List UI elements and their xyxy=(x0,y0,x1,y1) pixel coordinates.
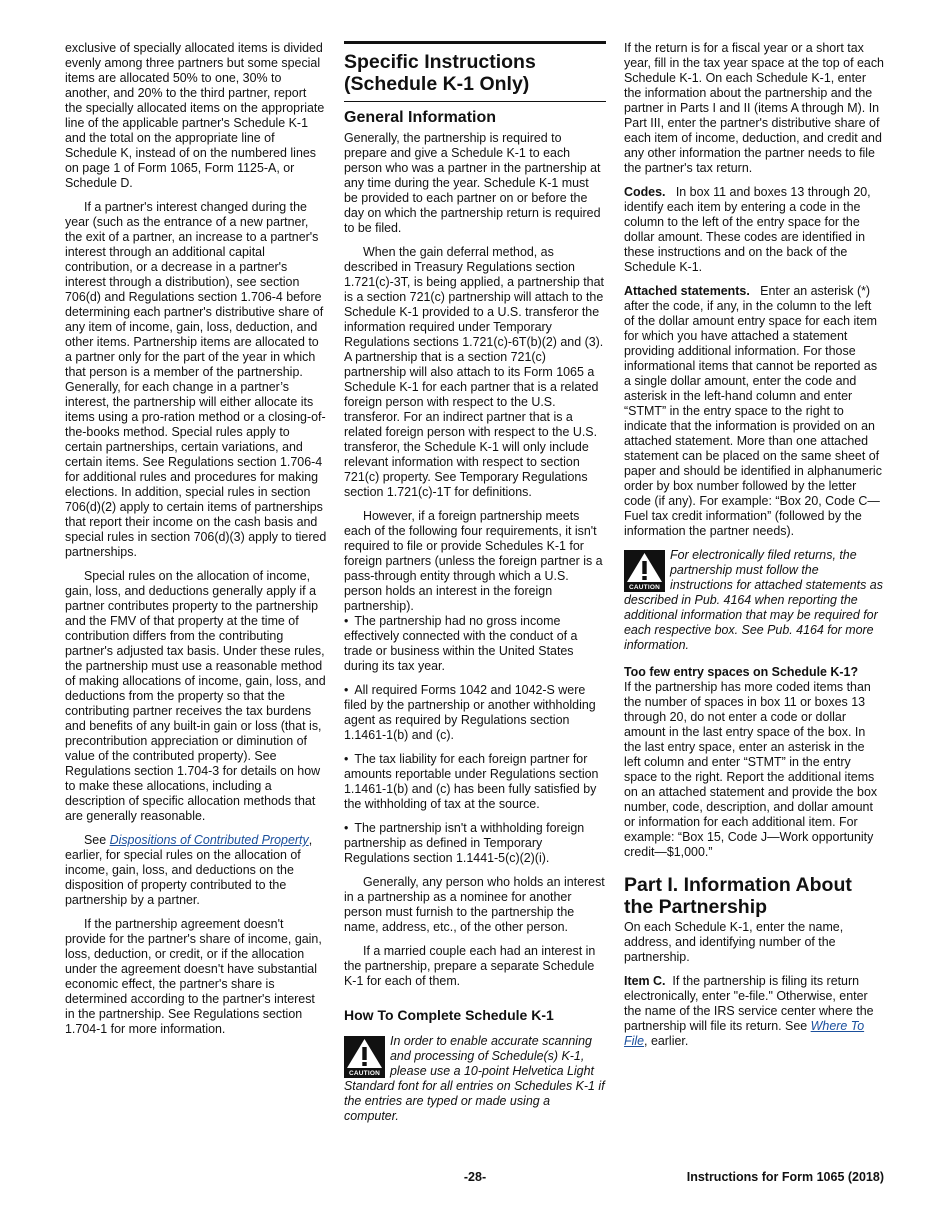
paragraph-dispositions xyxy=(65,833,327,908)
paragraph-too-few-entry-spaces xyxy=(624,665,884,860)
runin-codes: Codes. xyxy=(624,185,666,199)
text-too-few-entry-spaces: If the partnership has more coded items than the number of spaces in box 11 or boxes 13 through 20, do not enter a code or dollar amount in the last entry space of the box. In the last entry space, enter an asterisk in the left column and enter “STMT” in the entry space to the right. Report the additional items on an attached statement and provide the box number, code, description, and dollar amount or information for each additional item. For example: “Box 15, Code J—Work opportunity credit—$1,000.” xyxy=(624,680,878,859)
heading-too-few-entry-spaces: Too few entry spaces on Schedule K-1? xyxy=(624,665,859,679)
page-number: -28- xyxy=(463,1170,487,1184)
bullet-tax-liability: • The tax liability for each foreign partner for amounts reportable under Regulations section 1.1461-1(b) and (c) has been fully satisfied by the withholding of tax at the source. xyxy=(344,752,606,812)
paragraph-contributed-property: Special rules on the allocation of income, gain, loss, and deductions generally apply if a partner contributes property to the partnership and the FMV of that property at the time of contribution differs from the contributing partner's adjusted tax basis. Under these rules, the partnership must use a reasonable method of making allocations of income, gain, loss, and deductions from the property so that the contributing partner receives the tax burdens and benefits of any built-in gain or loss (that is, precontribution appreciation or diminution of value of the contributed property). See Regulations section 1.704-3 for details on how to make these allocations, including a description of specific allocation methods that are generally reasonable. xyxy=(65,569,326,823)
paragraph-codes xyxy=(624,185,884,275)
paragraph-attached-statements xyxy=(624,284,884,539)
caution-text-scanning: In order to enable accurate scanning and processing of Schedule(s) K-1, please use a 10-point Helvetica Light Standard font for all entries on Schedules K-1 if the entries are typed or made using a computer. xyxy=(344,1034,605,1123)
text-codes: In box 11 and boxes 13 through 20, identify each item by entering a code in the column to the left of the entry space for the dollar amount. These codes are identified in these instructions and on the back of the Schedule K-1. xyxy=(624,185,871,274)
heading-general-information: General Information xyxy=(344,109,497,126)
bullet-no-gross-income: • The partnership had no gross income effectively connected with the conduct of a trade or business within the United States during its tax year. xyxy=(344,614,606,674)
text-see: See xyxy=(84,833,110,847)
paragraph-fiscal-year: If the return is for a fiscal year or a short tax year, fill in the tax year space at the top of each Schedule K-1. On each Schedule K-1, enter the information about the partnership and the partner in Parts I and II (items A through M). In Part III, enter the partner's distributive share of each item of income, deduction, and credit and any other information the partner needs to file the partner's tax return. xyxy=(624,41,884,175)
paragraph-general-1: Generally, the partnership is required to prepare and give a Schedule K-1 to each person who was a partner in the partnership at any time during the year. Schedule K-1 must be provided to each partner on or before the day on which the partnership return is required to be filed. xyxy=(344,131,601,235)
column-middle xyxy=(344,41,606,1133)
bullet-forms-1042: • All required Forms 1042 and 1042-S were filed by the partnership or another withholding agent as required by Regulations section 1.1461-1(b) and (c). xyxy=(344,683,606,743)
text-item-c-rest: , earlier. xyxy=(644,1034,689,1048)
paragraph-item-c xyxy=(624,974,884,1049)
text-attached-statements: Enter an asterisk (*) after the code, if any, in the column to the left of the dollar amount entry space for each item for which you have attached a statement providing additional information. For those informational items that cannot be reported as a single dollar amount, enter the code and asterisk in the left-hand column and enter “STMT” in the entry space to the right to indicate that the information is provided on an attached statement. More than one attached statement can be placed on the same sheet of paper and should be identified in alphanumeric order by box number followed by the letter code (if any). For example: “Box 20, Code C—Fuel tax credit information” (followed by the information the partner needs). xyxy=(624,284,882,538)
paragraph-part-1: On each Schedule K-1, enter the name, address, and identifying number of the partnership. xyxy=(624,920,844,964)
paragraph-foreign-partnership: However, if a foreign partnership meets each of the following four requirements, it isn't required to file or provide Schedules K-1 for foreign partners (unless the foreign partner is a pass-through entity through which a U.S. person holds an interest in the foreign partnership). xyxy=(344,509,603,613)
paragraph-nominee: Generally, any person who holds an interest in a partnership as a nominee for another person must furnish to the partnership the name, address, etc., of the other person. xyxy=(344,875,605,934)
caution-note-scanning xyxy=(344,1034,606,1124)
column-right xyxy=(624,41,884,1058)
heading-part-1: Part I. Information About the Partnership xyxy=(624,874,852,918)
column-left xyxy=(65,41,327,1046)
caution-note-efile xyxy=(624,548,884,653)
link-dispositions-of-contributed-property[interactable]: Dispositions of Contributed Property xyxy=(109,833,309,847)
caution-label: CAUTION xyxy=(628,584,660,591)
caution-text-efile: For electronically filed returns, the partnership must follow the instructions for attached statements as described in Pub. 4164 when reporting the additional information that may be required for each respective box. See Pub. 4164 for more information. xyxy=(624,548,883,652)
heading-how-to-complete: How To Complete Schedule K-1 xyxy=(344,1007,554,1023)
paragraph-interest-changed: If a partner's interest changed during the year (such as the entrance of a new partner, the exit of a partner, an increase to a partner's interest through an additional capital contribution, or a decrease in a partner's interest through a distribution), see section 706(d) and Regulations section 1.706-4 before determining each partner's distributive share of any item of income, gain, loss, deduction, and other items. Partnership items are allocated to a partner only for the part of the year in which that person is a member of the partnership. Generally, for each change in a partner’s interest, the partnership will either allocate its items using a pro-ration method or a closing-of-the-books method. Special rules apply to certain partnerships, certain variations, and certain items. See Regulations section 1.706-4 for additional rules and procedures for making elections. In addition, special rules in section 706(d)(2) apply to certain items of partnerships that report their income on the cash basis and special rules in section 706(d)(3) apply to tiered partnerships. xyxy=(65,200,327,559)
footer-document-title: Instructions for Form 1065 (2018) xyxy=(686,1170,884,1184)
paragraph-partnership-agreement: If the partnership agreement doesn't provide for the partner's share of income, gain, loss, deduction, or credit, or if the allocation under the agreement doesn't have substantial economic effect, the partner's share is determined according to the partner's interest in the partnership. See Regulations section 1.704-1 for more information. xyxy=(65,917,322,1036)
caution-icon xyxy=(624,550,665,592)
section-title-specific-instructions: Specific Instructions (Schedule K-1 Only) xyxy=(344,41,606,102)
bullet-withholding-foreign: • The partnership isn't a withholding foreign partnership as defined in Temporary Regulations section 1.1441-5(c)(2)(i). xyxy=(344,821,606,866)
paragraph-married-couple: If a married couple each had an interest in the partnership, prepare a separate Schedule K-1 for each of them. xyxy=(344,944,596,988)
link-where-to-file[interactable]: Where To File xyxy=(624,1019,865,1048)
caution-icon xyxy=(344,1036,385,1078)
text-item-c: If the partnership is filing its return electronically, enter "e-file." Otherwise, enter the name of the IRS service center where the partnership will file its return. See xyxy=(624,974,874,1033)
text-dispositions-rest: , earlier, for special rules on the allocation of income, gain, loss, and deductions on the disposition of property contributed to the partnership by a partner. xyxy=(65,833,313,907)
paragraph-special-allocations: exclusive of specially allocated items is divided evenly among three partners but some special items are allocated 50% to one, 30% to another, and 20% to the third partner, report the specially allocated items on the appropriate line of the applicable partner's Schedule K-1 and the total on the appropriate line of Schedule K, instead of on the numbered lines on page 1 of Form 1065, Form 1125-A, or Schedule D. xyxy=(65,41,325,190)
runin-item-c: Item C. xyxy=(624,974,666,988)
paragraph-gain-deferral: When the gain deferral method, as described in Treasury Regulations section 1.721(c)-3T, is being applied, a partnership that is a section 721(c) partnership will attach to the Schedule K-1 provided to a U.S. transferor the information required under Temporary Regulations sections 1.721(c)-6T(b)(2) and (3). A partnership that is a section 721(c) partnership will also attach to its Form 1065 a Schedule K-1 for each partner that is a related foreign person with respect to the U.S. transferor. For an indirect partner that is a related foreign person with respect to the U.S. transferor, the Schedule K-1 will only include relevant information with respect to section 721(c) property. See Temporary Regulations section 1.721(c)-1T for definitions. xyxy=(344,245,604,499)
runin-attached-statements: Attached statements. xyxy=(624,284,750,298)
caution-label: CAUTION xyxy=(348,1070,380,1077)
